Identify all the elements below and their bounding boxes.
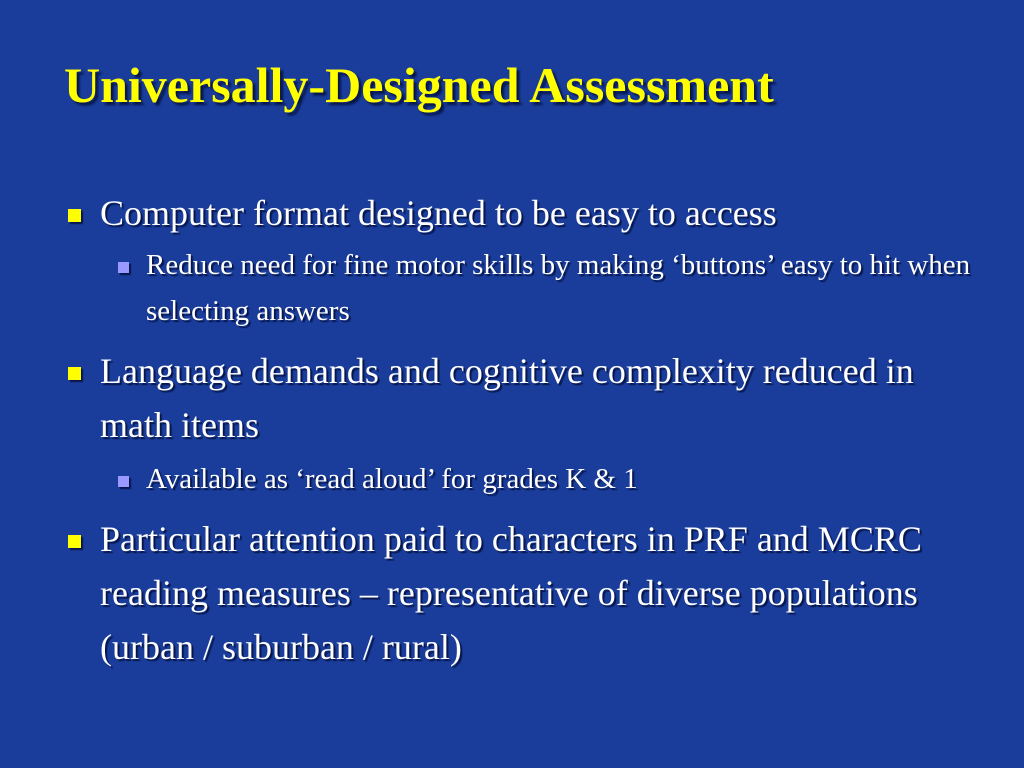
bullet-item [64,186,974,240]
sub-bullet-text: Reduce need for fine motor skills by making ‘buttons’ easy to hit when selecting answers [146,249,971,327]
bullet-text: Language demands and cognitive complexity reduced in math items [100,351,914,445]
bullet-text: Particular attention paid to characters in PRF and MCRC reading measures – representative of diverse populations (urban / suburban / rural) [100,519,922,667]
square-sub-bullet-icon [118,476,129,487]
sub-bullet-item [64,456,974,502]
slide-title: Universally-Designed Assessment [64,57,774,113]
bullet-item [64,344,974,452]
sub-bullet-item [64,242,974,334]
bullet-item [64,512,974,674]
sub-bullet-text: Available as ‘read aloud’ for grades K & 1 [146,463,638,495]
bullet-list [64,186,974,674]
bullet-text: Computer format designed to be easy to access [100,193,777,233]
square-bullet-icon [68,535,81,548]
square-bullet-icon [68,209,81,222]
square-bullet-icon [68,367,81,380]
square-sub-bullet-icon [118,262,129,273]
